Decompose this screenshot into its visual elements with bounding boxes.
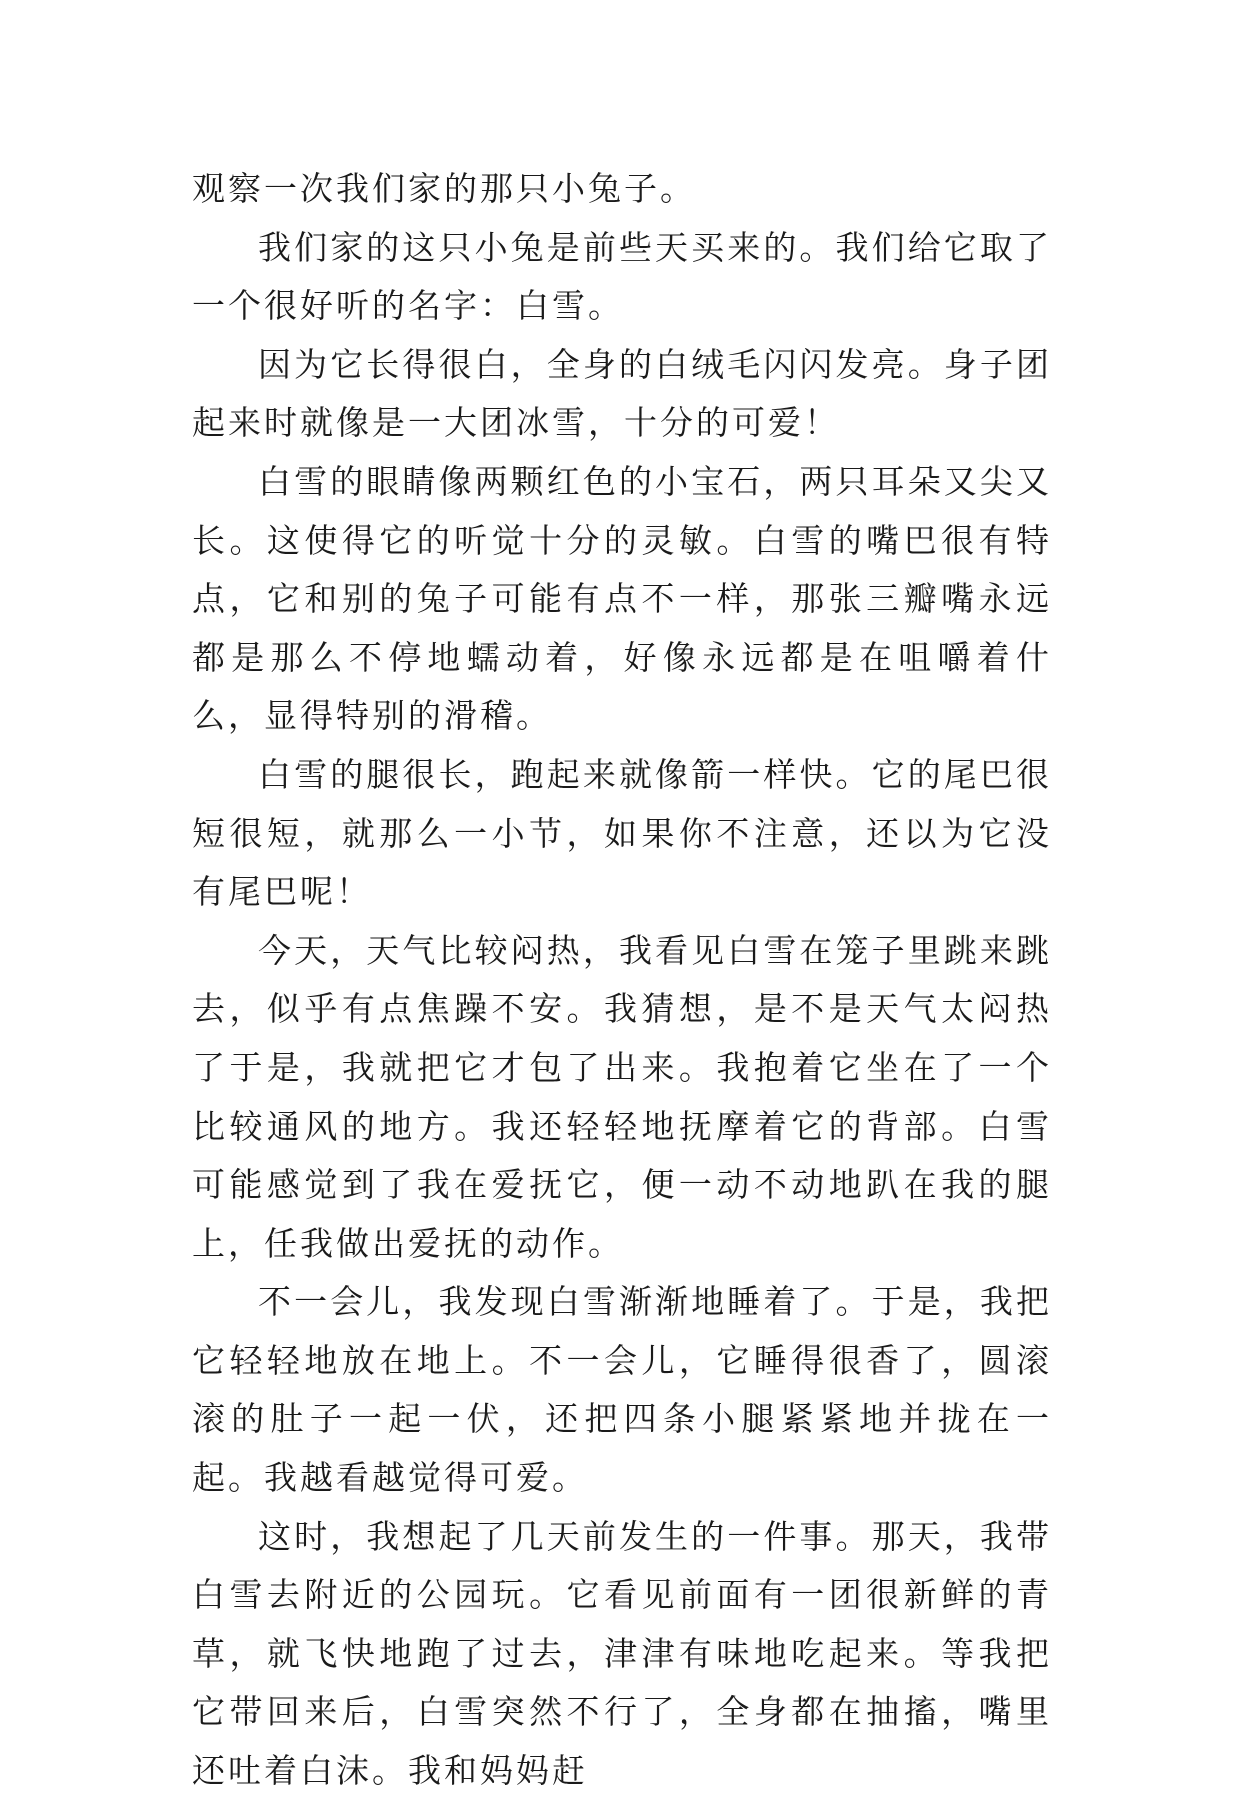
paragraph: 观察一次我们家的那只小兔子。	[192, 169, 696, 208]
paragraph: 白雪的腿很长，跑起来就像箭一样快。它的尾巴很短很短，就那么一小节，如果你不注意，还以为它没有尾巴呢！	[192, 754, 1052, 912]
paragraph: 不一会儿，我发现白雪渐渐地睡着了。于是，我把它轻轻地放在地上。不一会儿，它睡得很香了，圆滚滚的肚子一起一伏，还把四条小腿紧紧地并拢在一起。我越看越觉得可爱。	[192, 1282, 1052, 1498]
paragraph: 今天，天气比较闷热，我看见白雪在笼子里跳来跳去，似乎有点焦躁不安。我猜想，是不是天气太闷热了于是，我就把它才包了出来。我抱着它坐在了一个比较通风的地方。我还轻轻地抚摩着它的背部。白雪可能感觉到了我在爱抚它，便一动不动地趴在我的腿上，任我做出爱抚的动作。	[192, 930, 1052, 1263]
paragraph: 因为它长得很白，全身的白绒毛闪闪发亮。身子团起来时就像是一大团冰雪，十分的可爱！	[192, 344, 1052, 443]
paragraph: 我们家的这只小兔是前些天买来的。我们给它取了一个很好听的名字：白雪。	[192, 227, 1052, 326]
document-body	[192, 160, 1052, 1801]
paragraph: 这时，我想起了几天前发生的一件事。那天，我带白雪去附近的公园玩。它看见前面有一团很新鲜的青草，就飞快地跑了过去，津津有味地吃起来。等我把它带回来后，白雪突然不行了，全身都在抽搐，嘴里还吐着白沫。我和妈妈赶	[192, 1516, 1052, 1791]
paragraph: 白雪的眼睛像两颗红色的小宝石，两只耳朵又尖又长。这使得它的听觉十分的灵敏。白雪的嘴巴很有特点，它和别的兔子可能有点不一样，那张三瓣嘴永远都是那么不停地蠕动着，好像永远都是在咀嚼着什么，显得特别的滑稽。	[192, 461, 1052, 736]
